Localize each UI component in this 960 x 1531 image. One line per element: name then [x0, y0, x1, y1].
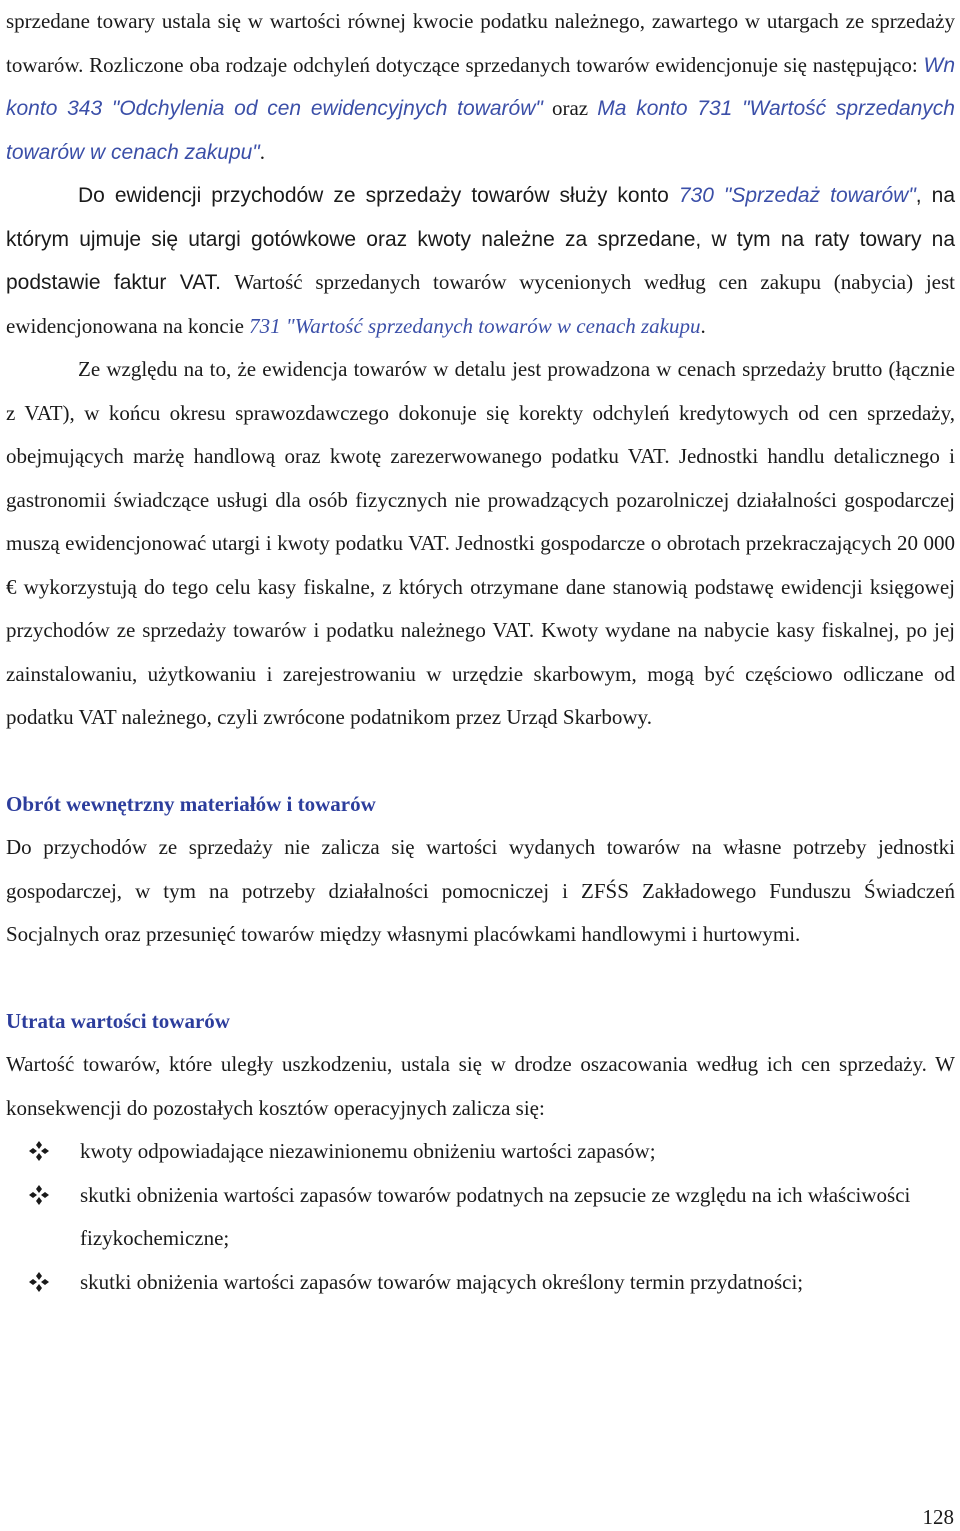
paragraph-text: . [700, 313, 706, 338]
page-number: 128 [922, 1505, 954, 1529]
spacer [6, 740, 955, 783]
paragraph-text: Ze względu na to, że ewidencja towarów w detalu jest prowadzona w cenach sprzedaży brutto (łącznie z VAT), w końcu okresu sprawozdawczego dokonuje się korekty odchyleń kredytowych od cen sprzedaży, obejmujących marżę handlową oraz kwotę zarezerwowanego podatku VAT. Jednostki handlu detalicznego i gastronomii świadczące usługi dla osób fizycznych nie prowadzących pozarolniczej działalności gospodarczej muszą ewidencjonować utargi i kwoty podatku VAT. Jednostki gospodarcze o obrotach przekraczających 20 000 [6, 357, 955, 555]
account-reference-731: Ma konto 731 "Wartość sprzedanych towarów w cenach zakupu" [6, 97, 955, 164]
paragraph-obrot: Do przychodów ze sprzedaży nie zalicza się wartości wydanych towarów na własne potrzeby jednostki gospodarczej, w tym na potrzeby działalności pomocniczej i ZFŚS Zakładowego Funduszu Świadczeń Socjalnych oraz przesunięć towarów między własnymi placówkami handlowymi i hurtowymi. [6, 835, 955, 946]
section-heading-utrata: Utrata wartości towarów [6, 1008, 230, 1033]
spacer [6, 957, 955, 1000]
list-item-text: kwoty odpowiadające niezawinionemu obniżeniu wartości zapasów; [80, 1139, 656, 1163]
paragraph-utrata: Wartość towarów, które uległy uszkodzeniu, ustala się w drodze oszacowania według ich cen sprzedaży. W konsekwencji do pozostałych kosztów operacyjnych zalicza się: [6, 1052, 955, 1120]
bullet-list [6, 1130, 955, 1304]
paragraph-text: sprzedane towary ustala się w wartości równej kwocie podatku należnego, zawartego w utargach ze sprzedaży towarów. Rozliczone oba rodzaje odchyleń dotyczące sprzedanych towarów ewidencjonuje się następująco: [6, 9, 955, 77]
paragraph-korekty [6, 348, 955, 740]
paragraph-text: , na którym ujmuje się utargi gotówkowe oraz kwoty należne za sprzedane, w tym na raty towary na podstawie faktur VAT. [6, 184, 956, 294]
list-item [6, 1261, 955, 1305]
account-reference-343: Wn konto 343 "Odchylenia od cen ewidencyjnych towarów" [6, 53, 955, 120]
list-item [6, 1130, 955, 1174]
account-reference-731-b: 731 "Wartość sprzedanych towarów w cenach zakupu [249, 313, 701, 338]
four-diamond-bullet-icon [28, 1140, 50, 1162]
list-item [6, 1174, 955, 1261]
paragraph-text: oraz [542, 96, 598, 120]
list-item-text: skutki obniżenia wartości zapasów towarów podatnych na zepsucie ze względu na ich właściwości fizykochemiczne; [80, 1182, 911, 1250]
document-page [6, 0, 955, 1304]
four-diamond-bullet-icon [28, 1271, 50, 1293]
account-reference-730: 730 "Sprzedaż towarów" [678, 184, 916, 207]
paragraph-odchylenia [6, 0, 955, 174]
paragraph-text: Wartość sprzedanych towarów wycenionych według cen zakupu (nabycia) jest ewidencjonowana na koncie [6, 270, 955, 338]
paragraph-przychody [6, 174, 955, 348]
list-item-text: skutki obniżenia wartości zapasów towarów mających określony termin przydatności; [80, 1269, 804, 1294]
paragraph-text: wykorzystują do tego celu kasy fiskalne, z których otrzymane dane stanowią podstawę ewidencji księgowej przychodów ze sprzedaży towarów i podatku należnego VAT. Kwoty wydane na nabycie kasy fiskalnej, po jej zainstalowaniu, użytkowaniu i zarejestrowaniu w urzędzie skarbowym, mogą być częściowo odliczane od podatku VAT należnego, czyli zwrócone podatnikom przez Urząd Skarbowy. [6, 574, 955, 729]
paragraph-text: Do ewidencji przychodów ze sprzedaży towarów służy konto [78, 184, 679, 207]
euro-symbol: € [6, 574, 17, 599]
section-heading-obrot: Obrót wewnętrzny materiałów i towarów [6, 791, 376, 816]
four-diamond-bullet-icon [28, 1184, 50, 1206]
paragraph-text: . [259, 139, 266, 164]
